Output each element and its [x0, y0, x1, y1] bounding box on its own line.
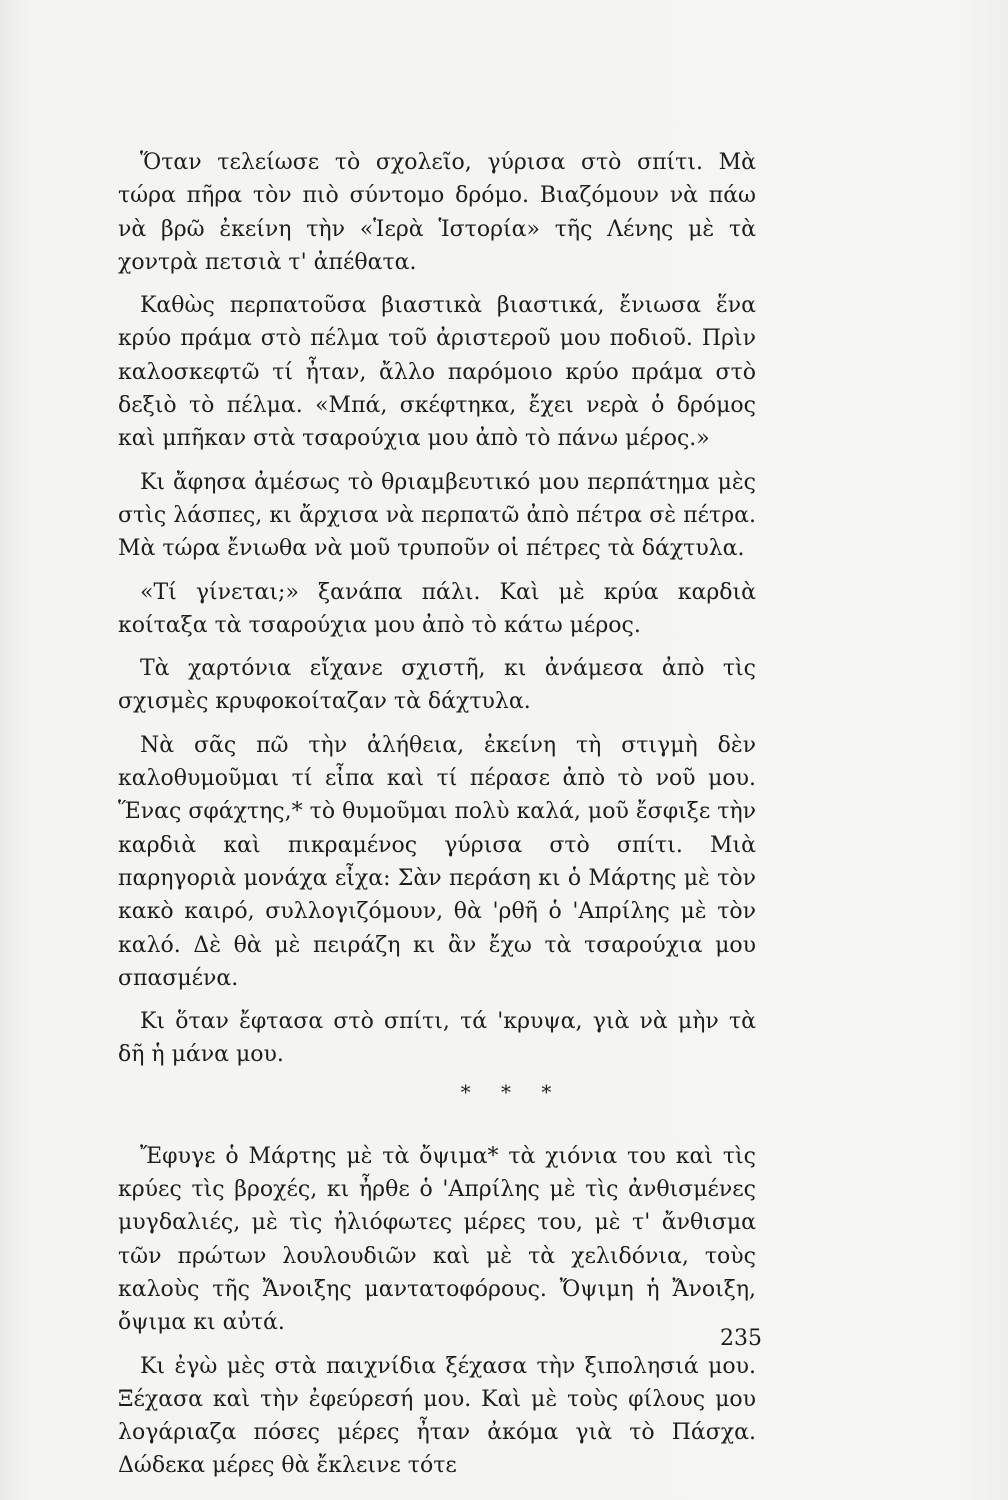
page-text	[118, 146, 756, 1493]
paragraph-3: Κι ἄφησα ἀμέσως τὸ θριαμβευτικό μου περπάτημα μὲς στὶς λάσπες, κι ἄρχισα νὰ περπατῶ ἀπὸ πέτρα σὲ πέτρα. Μὰ τώρα ἔνιωθα νὰ μοῦ τρυποῦν οἱ πέτρες τὰ δάχτυλα.	[118, 469, 756, 562]
paragraph-9: Κι ἐγὼ μὲς στὰ παιχνίδια ξέχασα τὴν ξιπολησιά μου. Ξέχασα καὶ τὴν ἐφεύρεσή μου. Καὶ μὲ τοὺς φίλους μου λογάριαζα πόσες μέρες ἦταν ἀκόμα γιὰ τὸ Πάσχα. Δώδεκα μέρες θὰ ἔκλεινε τότε	[118, 1353, 756, 1479]
section-separator: * * *	[460, 1079, 564, 1104]
paragraph-6: Νὰ σᾶς πῶ τὴν ἀλήθεια, ἐκείνη τὴ στιγμὴ δὲν καλοθυμοῦμαι τί εἶπα καὶ τί πέρασε ἀπὸ τὸ νοῦ μου. Ἕνας σφάχτης,* τὸ θυμοῦμαι πολὺ καλά, μοῦ ἔσφιξε τὴν καρδιὰ καὶ πικραμένος γύρισα στὸ σπίτι. Μιὰ παρηγοριὰ μονάχα εἶχα: Σὰν περάση κι ὁ Μάρτης μὲ τὸν κακὸ καιρό, συλλογιζόμουν, θὰ 'ρθῆ ὁ 'Απρίλης μὲ τὸν καλό. Δὲ θὰ μὲ πειράζη κι ἂν ἔχω τὰ τσαρούχια μου σπασμένα.	[118, 732, 756, 991]
paragraph-5: Τὰ χαρτόνια εἴχανε σχιστῆ, κι ἀνάμεσα ἀπὸ τὶς σχισμὲς κρυφοκοίταζαν τὰ δάχτυλα.	[118, 656, 756, 715]
paragraph-2: Καθὼς περπατοῦσα βιαστικὰ βιαστικά, ἔνιωσα ἕνα κρύο πράμα στὸ πέλμα τοῦ ἀριστεροῦ μου ποδιοῦ. Πρὶν καλοσκεφτῶ τί ἦταν, ἄλλο παρόμοιο κρύο πράμα στὸ δεξιὸ τὸ πέλμα. «Μπά, σκέφτηκα, ἔχει νερὰ ὁ δρόμος καὶ μπῆκαν στὰ τσαρούχια μου ἀπὸ τὸ πάνω μέρος.»	[118, 293, 756, 452]
paragraph-4: «Τί γίνεται;» ξανάπα πάλι. Καὶ μὲ κρύα καρδιὰ κοίταξα τὰ τσαρούχια μου ἀπὸ τὸ κάτω μέρος.	[118, 579, 756, 638]
paragraph-8: Ἔφυγε ὁ Μάρτης μὲ τὰ ὄψιμα* τὰ χιόνια του καὶ τὶς κρύες τὶς βροχές, κι ἦρθε ὁ 'Απρίλης μὲ τὶς ἀνθισμένες μυγδαλιές, μὲ τὶς ἠλιόφωτες μέρες του, μὲ τ' ἄνθισμα τῶν πρώτων λουλουδιῶν καὶ μὲ τὰ χελιδόνια, τοὺς καλοὺς τῆς Ἄνοιξης μαντατοφόρους. Ὄψιμη ἡ Ἄνοιξη, ὄψιμα κι αὐτά.	[118, 1143, 756, 1336]
paragraph-1: Ὅταν τελείωσε τὸ σχολεῖο, γύρισα στὸ σπίτι. Μὰ τώρα πῆρα τὸν πιὸ σύντομο δρόμο. Βιαζόμουν νὰ πάω νὰ βρῶ ἐκείνη τὴν «Ἱερὰ Ἱστορία» τῆς Λένης μὲ τὰ χοντρὰ πετσιὰ τ' ἀπέθατα.	[118, 150, 756, 275]
page-number: 235	[720, 1326, 762, 1351]
paragraph-7: Κι ὅταν ἔφτασα στὸ σπίτι, τά 'κρυψα, γιὰ νὰ μὴν τὰ δῆ ἡ μάνα μου.	[118, 1009, 756, 1068]
